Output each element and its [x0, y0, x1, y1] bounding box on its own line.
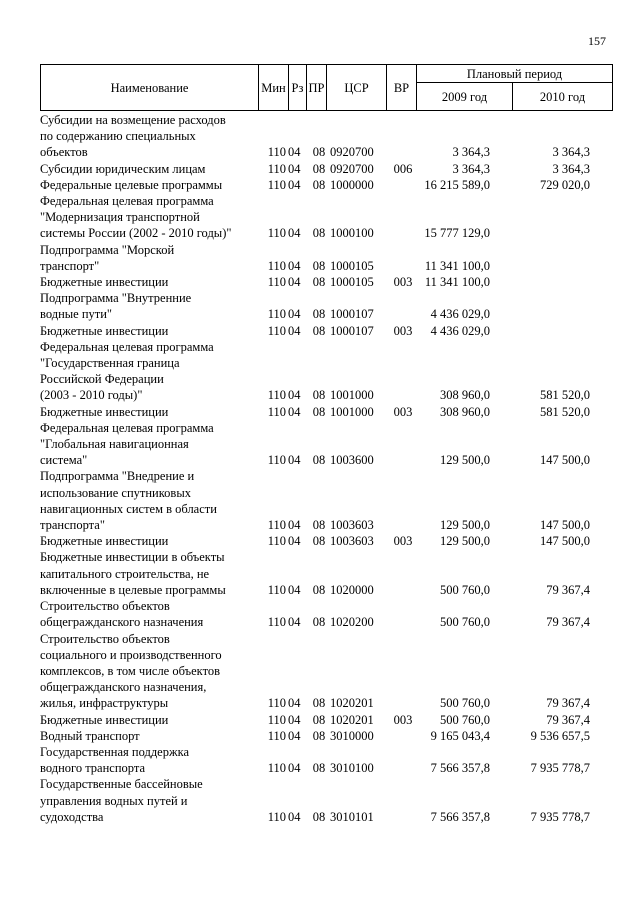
table-row	[40, 631, 612, 712]
row-value-2010: 7 935 778,7	[530, 809, 590, 824]
row-value-2009: 308 960,0	[440, 388, 490, 403]
row-csr: 1020000	[330, 582, 374, 597]
row-pr: 08	[312, 161, 326, 176]
row-name-line: Строительство объектов	[40, 599, 170, 614]
row-pr: 08	[312, 388, 326, 403]
row-name-line: управления водных путей и	[40, 793, 188, 808]
row-value-2010: 7 935 778,7	[530, 761, 590, 776]
row-name-line: Подпрограмма "Внедрение и	[40, 469, 195, 484]
row-name-line: Федеральная целевая программа	[40, 420, 214, 435]
row-name	[40, 598, 262, 630]
row-name	[40, 712, 262, 728]
row-min: 110	[267, 712, 286, 727]
row-value-2009: 11 341 100,0	[424, 275, 490, 290]
row-min: 110	[267, 323, 286, 338]
row-csr: 1020201	[330, 696, 374, 711]
row-min: 110	[267, 518, 286, 533]
row-name-line: Федеральная целевая программа	[40, 194, 214, 209]
table-header	[40, 64, 613, 111]
row-rz: 04	[288, 145, 301, 160]
row-rz: 04	[288, 809, 301, 824]
row-min: 110	[267, 615, 286, 630]
row-rz: 04	[288, 161, 301, 176]
row-pr: 08	[312, 258, 326, 273]
row-rz: 04	[288, 696, 301, 711]
row-value-2009: 129 500,0	[440, 534, 490, 549]
header-rz: Рз	[289, 65, 307, 111]
row-csr: 1020200	[330, 615, 374, 630]
row-name-line: система"	[40, 453, 88, 468]
row-rz: 04	[288, 275, 301, 290]
row-min: 110	[267, 453, 286, 468]
row-name-line: (2003 - 2010 годы)"	[40, 388, 143, 403]
row-name-line: капитального строительства, не	[40, 566, 210, 581]
table-row	[40, 533, 612, 549]
row-vr: 006	[393, 161, 413, 176]
row-value-2009: 11 341 100,0	[424, 258, 490, 273]
table-row	[40, 598, 612, 630]
table-row	[40, 404, 612, 420]
row-value-2009: 500 760,0	[440, 582, 490, 597]
row-pr: 08	[312, 615, 326, 630]
row-min: 110	[267, 696, 286, 711]
row-name-line: Водный транспорт	[40, 728, 140, 743]
row-name-line: системы России (2002 - 2010 годы)"	[40, 226, 232, 241]
row-pr: 08	[312, 728, 326, 743]
row-value-2009: 16 215 589,0	[424, 177, 490, 192]
row-value-2010: 79 367,4	[546, 712, 590, 727]
row-min: 110	[267, 161, 286, 176]
row-pr: 08	[312, 145, 326, 160]
row-name-line: Бюджетные инвестиции	[40, 275, 169, 290]
header-pr: ПР	[307, 65, 327, 111]
row-name-line: социального и производственного	[40, 647, 222, 662]
row-value-2010: 147 500,0	[540, 518, 590, 533]
row-csr: 0920700	[330, 145, 374, 160]
row-name-line: транспорта"	[40, 518, 105, 533]
row-pr: 08	[312, 307, 326, 322]
row-name-line: Подпрограмма "Внутренние	[40, 291, 192, 306]
row-pr: 08	[312, 582, 326, 597]
row-value-2009: 3 364,3	[452, 161, 490, 176]
row-name-line: Российской Федерации	[40, 372, 164, 387]
row-csr: 1000107	[330, 307, 374, 322]
row-value-2009: 129 500,0	[440, 453, 490, 468]
row-csr: 1000000	[330, 177, 374, 192]
row-value-2010: 581 520,0	[540, 388, 590, 403]
row-name-line: водные пути"	[40, 307, 113, 322]
row-name-line: использование спутниковых	[40, 485, 191, 500]
row-value-2010: 79 367,4	[546, 615, 590, 630]
row-min: 110	[267, 275, 286, 290]
row-value-2009: 500 760,0	[440, 712, 490, 727]
row-name	[40, 161, 262, 177]
row-name	[40, 533, 262, 549]
row-value-2009: 500 760,0	[440, 696, 490, 711]
row-name-line: жилья, инфраструктуры	[40, 696, 169, 711]
row-name-line: "Модернизация транспортной	[40, 210, 200, 225]
row-csr: 1000107	[330, 323, 374, 338]
row-name-line: Подпрограмма "Морской	[40, 242, 175, 257]
row-name-line: Федеральная целевая программа	[40, 339, 214, 354]
row-vr: 003	[393, 323, 413, 338]
row-vr: 003	[393, 712, 413, 727]
row-csr: 0920700	[330, 161, 374, 176]
table-row	[40, 161, 612, 177]
row-rz: 04	[288, 258, 301, 273]
row-pr: 08	[312, 518, 326, 533]
header-vr: ВР	[387, 65, 417, 111]
row-csr: 1003600	[330, 453, 374, 468]
table-row	[40, 549, 612, 598]
row-pr: 08	[312, 712, 326, 727]
row-name	[40, 420, 262, 469]
row-name	[40, 112, 262, 161]
row-pr: 08	[312, 453, 326, 468]
row-name	[40, 776, 262, 825]
row-csr: 1001000	[330, 388, 374, 403]
row-rz: 04	[288, 615, 301, 630]
row-name-line: общегражданского назначения	[40, 615, 204, 630]
row-name-line: "Глобальная навигационная	[40, 437, 189, 452]
row-value-2010: 3 364,3	[552, 145, 590, 160]
table-row	[40, 177, 612, 193]
row-name-line: Федеральные целевые программы	[40, 177, 223, 192]
row-csr: 1001000	[330, 404, 374, 419]
row-rz: 04	[288, 712, 301, 727]
header-min: Мин	[259, 65, 289, 111]
row-name-line: включенные в целевые программы	[40, 582, 226, 597]
row-value-2009: 7 566 357,8	[430, 761, 490, 776]
table-row	[40, 776, 612, 825]
row-value-2009: 7 566 357,8	[430, 809, 490, 824]
row-pr: 08	[312, 696, 326, 711]
row-name	[40, 323, 262, 339]
row-pr: 08	[312, 275, 326, 290]
row-name-line: Государственная поддержка	[40, 744, 190, 759]
row-min: 110	[267, 226, 286, 241]
row-name	[40, 242, 262, 274]
row-name-line: Субсидии на возмещение расходов	[40, 113, 226, 127]
row-value-2009: 15 777 129,0	[424, 226, 490, 241]
row-csr: 3010100	[330, 761, 374, 776]
row-name-line: навигационных систем в области	[40, 501, 217, 516]
row-name-line: Бюджетные инвестиции	[40, 534, 169, 549]
row-name-line: Строительство объектов	[40, 631, 170, 646]
row-csr: 1000105	[330, 258, 374, 273]
row-value-2010: 147 500,0	[540, 453, 590, 468]
row-csr: 1000100	[330, 226, 374, 241]
table-row	[40, 339, 612, 404]
row-value-2010: 79 367,4	[546, 696, 590, 711]
header-planned-period: Плановый период	[417, 65, 613, 83]
row-value-2009: 4 436 029,0	[430, 307, 490, 322]
header-year-2009: 2009 год	[417, 83, 513, 111]
row-name-line: Бюджетные инвестиции в объекты	[40, 550, 225, 565]
row-rz: 04	[288, 226, 301, 241]
row-name	[40, 631, 262, 712]
row-rz: 04	[288, 582, 301, 597]
row-name-line: общегражданского назначения,	[40, 680, 207, 695]
row-name	[40, 549, 262, 598]
row-name	[40, 468, 262, 533]
header-csr: ЦСР	[327, 65, 387, 111]
row-rz: 04	[288, 177, 301, 192]
table-row	[40, 193, 612, 242]
row-csr: 3010101	[330, 809, 374, 824]
row-rz: 04	[288, 453, 301, 468]
row-pr: 08	[312, 809, 326, 824]
row-csr: 1003603	[330, 518, 374, 533]
row-min: 110	[267, 728, 286, 743]
row-rz: 04	[288, 323, 301, 338]
row-pr: 08	[312, 404, 326, 419]
row-rz: 04	[288, 307, 301, 322]
row-rz: 04	[288, 761, 301, 776]
row-vr: 003	[393, 275, 413, 290]
row-min: 110	[267, 177, 286, 192]
row-name	[40, 193, 262, 242]
row-name-line: объектов	[40, 145, 88, 160]
row-value-2009: 308 960,0	[440, 404, 490, 419]
row-min: 110	[267, 258, 286, 273]
row-csr: 3010000	[330, 728, 374, 743]
row-name-line: судоходства	[40, 809, 104, 824]
row-name-line: Бюджетные инвестиции	[40, 712, 169, 727]
row-value-2010: 729 020,0	[540, 177, 590, 192]
row-value-2010: 3 364,3	[552, 161, 590, 176]
table-row	[40, 468, 612, 533]
row-min: 110	[267, 809, 286, 824]
row-value-2010: 79 367,4	[546, 582, 590, 597]
row-name	[40, 728, 262, 744]
row-name-line: Бюджетные инвестиции	[40, 404, 169, 419]
table-row	[40, 712, 612, 728]
table-row	[40, 242, 612, 274]
row-min: 110	[267, 404, 286, 419]
row-value-2010: 147 500,0	[540, 534, 590, 549]
table-body	[40, 112, 612, 825]
row-name-line: по содержанию специальных	[40, 129, 196, 144]
row-min: 110	[267, 534, 286, 549]
table-row	[40, 112, 612, 161]
row-name	[40, 339, 262, 404]
row-rz: 04	[288, 728, 301, 743]
row-min: 110	[267, 145, 286, 160]
row-name-line: транспорт"	[40, 258, 100, 273]
row-pr: 08	[312, 323, 326, 338]
row-name	[40, 290, 262, 322]
table-row	[40, 290, 612, 322]
row-csr: 1003603	[330, 534, 374, 549]
table-row	[40, 728, 612, 744]
row-name-line: Субсидии юридическим лицам	[40, 161, 206, 176]
table-row	[40, 323, 612, 339]
header-year-2010: 2010 год	[513, 83, 613, 111]
row-rz: 04	[288, 404, 301, 419]
row-pr: 08	[312, 761, 326, 776]
row-name-line: "Государственная граница	[40, 356, 180, 371]
page-number: 157	[588, 34, 606, 48]
row-value-2010: 9 536 657,5	[530, 728, 590, 743]
row-value-2009: 3 364,3	[452, 145, 490, 160]
row-value-2009: 129 500,0	[440, 518, 490, 533]
row-min: 110	[267, 307, 286, 322]
row-rz: 04	[288, 388, 301, 403]
row-name-line: Государственные бассейновые	[40, 777, 203, 792]
row-name	[40, 744, 262, 776]
row-csr: 1000105	[330, 275, 374, 290]
row-value-2009: 4 436 029,0	[430, 323, 490, 338]
row-vr: 003	[393, 534, 413, 549]
row-name	[40, 177, 262, 193]
row-name	[40, 404, 262, 420]
row-csr: 1020201	[330, 712, 374, 727]
row-pr: 08	[312, 177, 326, 192]
row-min: 110	[267, 582, 286, 597]
row-name-line: водного транспорта	[40, 761, 146, 776]
row-name	[40, 274, 262, 290]
row-pr: 08	[312, 226, 326, 241]
table-row	[40, 420, 612, 469]
row-value-2010: 581 520,0	[540, 404, 590, 419]
row-name-line: Бюджетные инвестиции	[40, 323, 169, 338]
header-name: Наименование	[41, 65, 259, 111]
row-value-2009: 9 165 043,4	[430, 728, 490, 743]
row-min: 110	[267, 761, 286, 776]
row-rz: 04	[288, 518, 301, 533]
row-pr: 08	[312, 534, 326, 549]
table-row	[40, 274, 612, 290]
row-name-line: комплексов, в том числе объектов	[40, 663, 221, 678]
row-rz: 04	[288, 534, 301, 549]
table-row	[40, 744, 612, 776]
row-min: 110	[267, 388, 286, 403]
row-value-2009: 500 760,0	[440, 615, 490, 630]
row-vr: 003	[393, 404, 413, 419]
